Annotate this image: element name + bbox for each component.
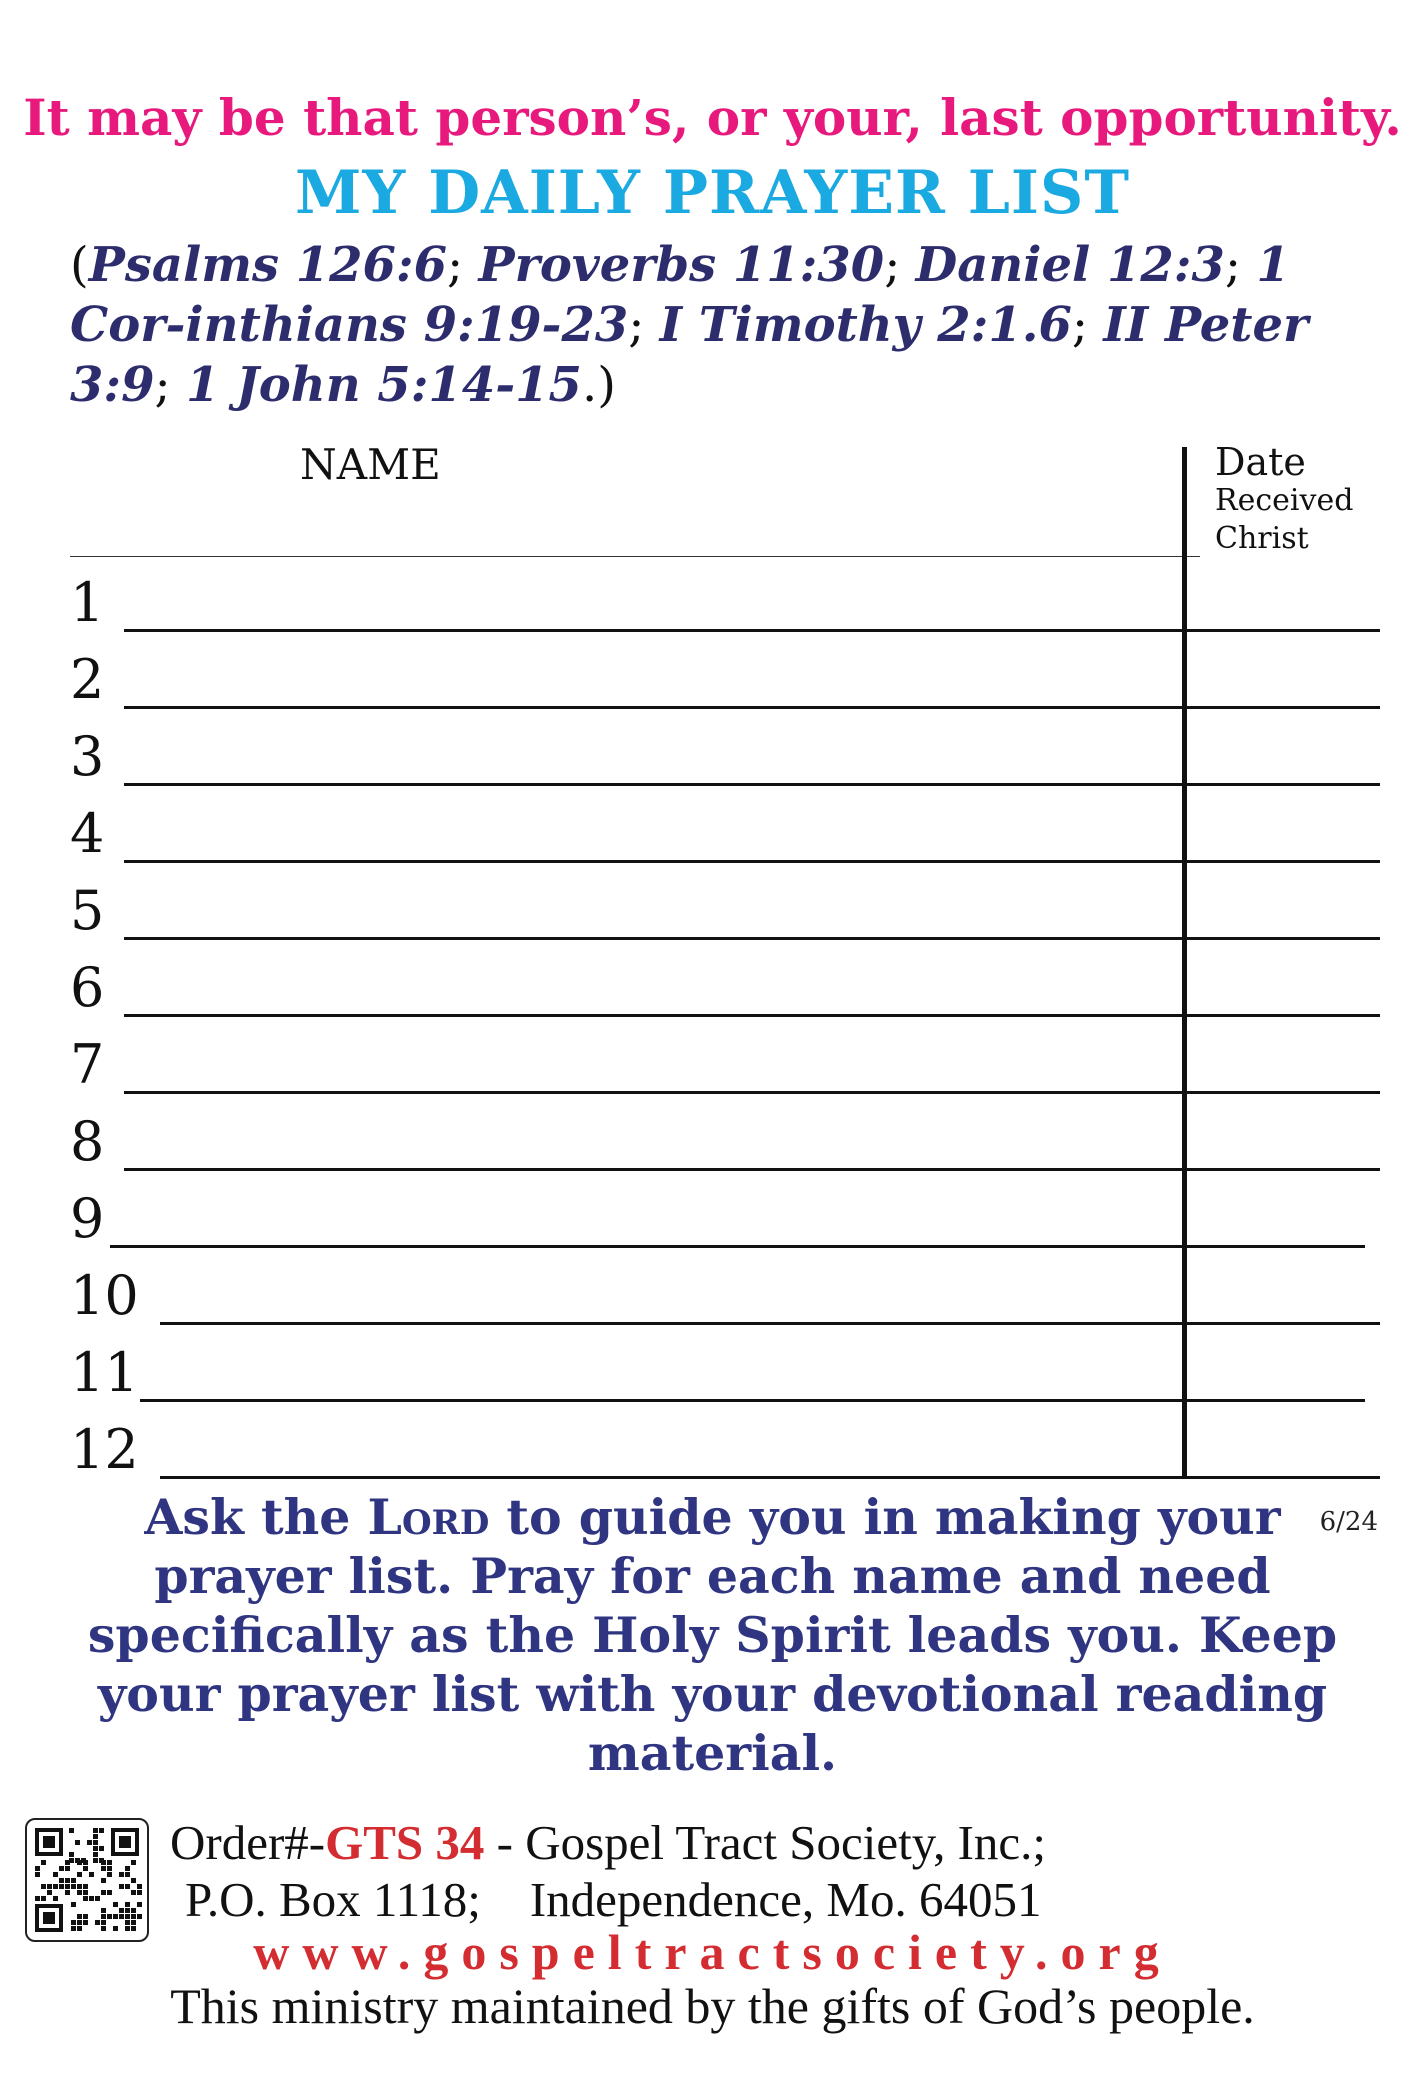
scripture-ref-separator: ;	[1071, 297, 1104, 353]
prayer-list-row	[70, 1255, 1380, 1325]
date-column-header	[1215, 442, 1353, 558]
name-entry-line[interactable]	[124, 629, 1380, 632]
scripture-ref: Proverbs 11:30	[478, 237, 885, 293]
name-entry-line[interactable]	[124, 1168, 1380, 1171]
row-number: 7	[70, 1033, 105, 1096]
name-entry-line[interactable]	[124, 1091, 1380, 1094]
prayer-list-row	[70, 1024, 1380, 1094]
order-prefix: Order#-	[170, 1815, 326, 1870]
name-entry-line[interactable]	[124, 937, 1380, 940]
order-line	[170, 1815, 1046, 1870]
scripture-ref: Psalms 126:6	[88, 237, 448, 293]
date-header-sub1: Received	[1215, 483, 1354, 518]
prayer-list-row	[70, 562, 1380, 632]
prayer-list-row	[70, 639, 1380, 709]
scripture-ref-separator: ;	[154, 357, 186, 413]
name-entry-line[interactable]	[124, 783, 1380, 786]
instructions-pre: Ask the	[144, 1488, 368, 1546]
scripture-ref: 1 Cor-inthians 9:19-23	[70, 237, 1290, 353]
name-entry-line[interactable]	[160, 1476, 1380, 1479]
prayer-list-row	[70, 1332, 1380, 1402]
mailing-address: P.O. Box 1118; Independence, Mo. 64051	[185, 1872, 1042, 1927]
row-number: 9	[70, 1187, 105, 1250]
name-entry-line[interactable]	[124, 1014, 1380, 1017]
row-number: 8	[70, 1110, 105, 1173]
scripture-ref-separator: ;	[628, 297, 660, 353]
prayer-list-row	[70, 1178, 1380, 1248]
scripture-ref: I Timothy 2:1.6	[659, 297, 1072, 353]
scripture-ref-separator: ;	[447, 237, 479, 293]
page-title: MY DAILY PRAYER LIST	[295, 158, 1130, 228]
scripture-ref-separator: ;	[884, 237, 916, 293]
row-number: 1	[70, 571, 105, 634]
version-code: 6/24	[1319, 1507, 1378, 1537]
ministry-statement: This ministry maintained by the gifts of God’s people.	[170, 1978, 1255, 2034]
name-entry-line[interactable]	[110, 1245, 1365, 1248]
prayer-list-row	[70, 870, 1380, 940]
row-number: 4	[70, 802, 105, 865]
order-suffix: - Gospel Tract Society, Inc.;	[484, 1815, 1047, 1870]
prayer-list-row	[70, 716, 1380, 786]
scripture-ref: 1 John 5:14-15	[185, 357, 582, 413]
prayer-list-row	[70, 1409, 1380, 1479]
scripture-ref-separator: .)	[581, 357, 616, 413]
header-divider	[70, 556, 1200, 557]
row-number: 3	[70, 725, 105, 788]
prayer-list-row	[70, 793, 1380, 863]
instructions	[60, 1488, 1365, 1783]
scripture-ref: II Peter 3:9	[70, 297, 1309, 413]
row-number: 10	[70, 1264, 139, 1327]
refs-open-paren: (	[70, 237, 89, 293]
scripture-ref-separator: ;	[1224, 237, 1257, 293]
prayer-list-row	[70, 1101, 1380, 1171]
row-number: 6	[70, 956, 105, 1019]
name-entry-line[interactable]	[140, 1399, 1365, 1402]
prayer-list-row	[70, 947, 1380, 1017]
tagline: It may be that person’s, or your, last opportunity.	[23, 88, 1402, 147]
scripture-references	[70, 235, 1370, 415]
name-entry-line[interactable]	[124, 860, 1380, 863]
row-number: 11	[70, 1341, 139, 1404]
name-entry-line[interactable]	[160, 1322, 1380, 1325]
row-number: 5	[70, 879, 105, 942]
row-number: 2	[70, 648, 105, 711]
order-code: GTS 34	[325, 1815, 485, 1870]
name-column-header: NAME	[300, 440, 441, 489]
instructions-post: to guide you in making your prayer list. Pray for each name and need specifically as the Holy Spirit leads you. Keep your prayer list with your devotional reading material.	[87, 1488, 1338, 1782]
name-entry-line[interactable]	[124, 706, 1380, 709]
scripture-ref: Daniel 12:3	[915, 237, 1225, 293]
website-link[interactable]: www.gospeltractsociety.org	[253, 1924, 1172, 1980]
date-header-sub2: Christ	[1215, 521, 1309, 556]
date-header-label: Date	[1215, 440, 1306, 484]
row-number: 12	[70, 1418, 139, 1481]
instructions-lord: Lord	[367, 1488, 490, 1546]
